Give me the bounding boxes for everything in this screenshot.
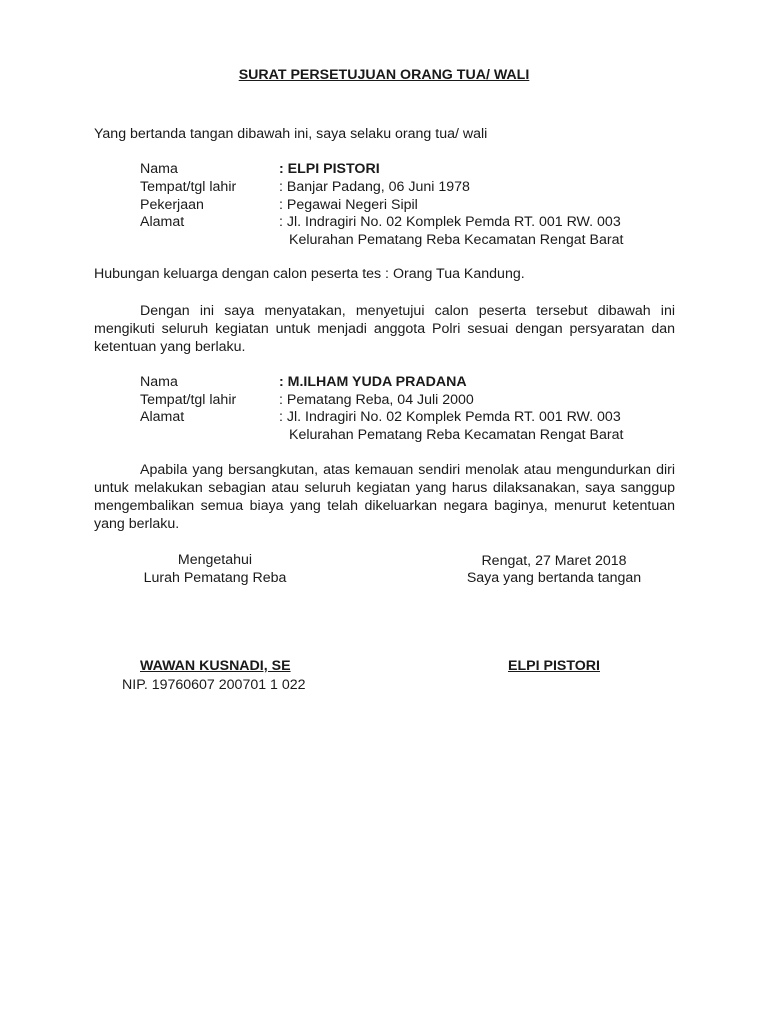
letter-title: SURAT PERSETUJUAN ORANG TUA/ WALI (238, 67, 530, 83)
parent-address-line-2: Kelurahan Pematang Reba Kecamatan Rengat Barat (289, 232, 624, 248)
parent-job-value: : Pegawai Negeri Sipil (279, 197, 418, 213)
parent-address-label: Alamat (140, 214, 185, 230)
right-sign-line2: Saya yang bertanda tangan (466, 570, 642, 586)
right-sign-date: Rengat, 27 Maret 2018 (481, 553, 627, 569)
closing-paragraph: Apabila yang bersangkutan, atas kemauan sendiri menolak atau mengundurkan diri untuk melakukan sebagian atau seluruh kegiatan yang harus dilaksanakan, saya sanggup mengembalikan semua biaya yang telah dikeluarkan negara baginya, menurut ketentuan yang berlaku. (94, 462, 675, 532)
left-sign-line2: Lurah Pematang Reba (143, 570, 287, 586)
parent-name-value: : ELPI PISTORI (279, 161, 380, 177)
candidate-address-line-2: Kelurahan Pematang Reba Kecamatan Rengat Barat (289, 427, 624, 443)
left-signatory-nip: NIP. 19760607 200701 1 022 (122, 677, 306, 693)
relation-text: Hubungan keluarga dengan calon peserta tes : Orang Tua Kandung. (94, 266, 525, 282)
candidate-birth-value: : Pematang Reba, 04 Juli 2000 (279, 392, 474, 408)
statement-paragraph: Dengan ini saya menyatakan, menyetujui calon peserta tersebut dibawah ini mengikuti seluruh kegiatan untuk menjadi anggota Polri sesuai dengan persyaratan dan ketentuan yang berlaku. (94, 303, 675, 355)
parent-address-line-1: : Jl. Indragiri No. 02 Komplek Pemda RT. 001 RW. 003 (279, 214, 621, 230)
parent-birth-label: Tempat/tgl lahir (140, 179, 237, 195)
candidate-birth-label: Tempat/tgl lahir (140, 392, 237, 408)
parent-job-label: Pekerjaan (140, 197, 204, 213)
parent-name-label: Nama (140, 161, 178, 177)
left-signatory-name: WAWAN KUSNADI, SE (140, 658, 291, 674)
candidate-name-value: : M.ILHAM YUDA PRADANA (279, 374, 467, 390)
left-sign-line1: Mengetahui (177, 552, 253, 568)
candidate-name-label: Nama (140, 374, 178, 390)
parent-birth-value: : Banjar Padang, 06 Juni 1978 (279, 179, 470, 195)
candidate-address-label: Alamat (140, 409, 185, 425)
candidate-address-line-1: : Jl. Indragiri No. 02 Komplek Pemda RT. 001 RW. 003 (279, 409, 621, 425)
intro-text: Yang bertanda tangan dibawah ini, saya selaku orang tua/ wali (94, 126, 488, 142)
right-signatory-name: ELPI PISTORI (508, 658, 600, 674)
